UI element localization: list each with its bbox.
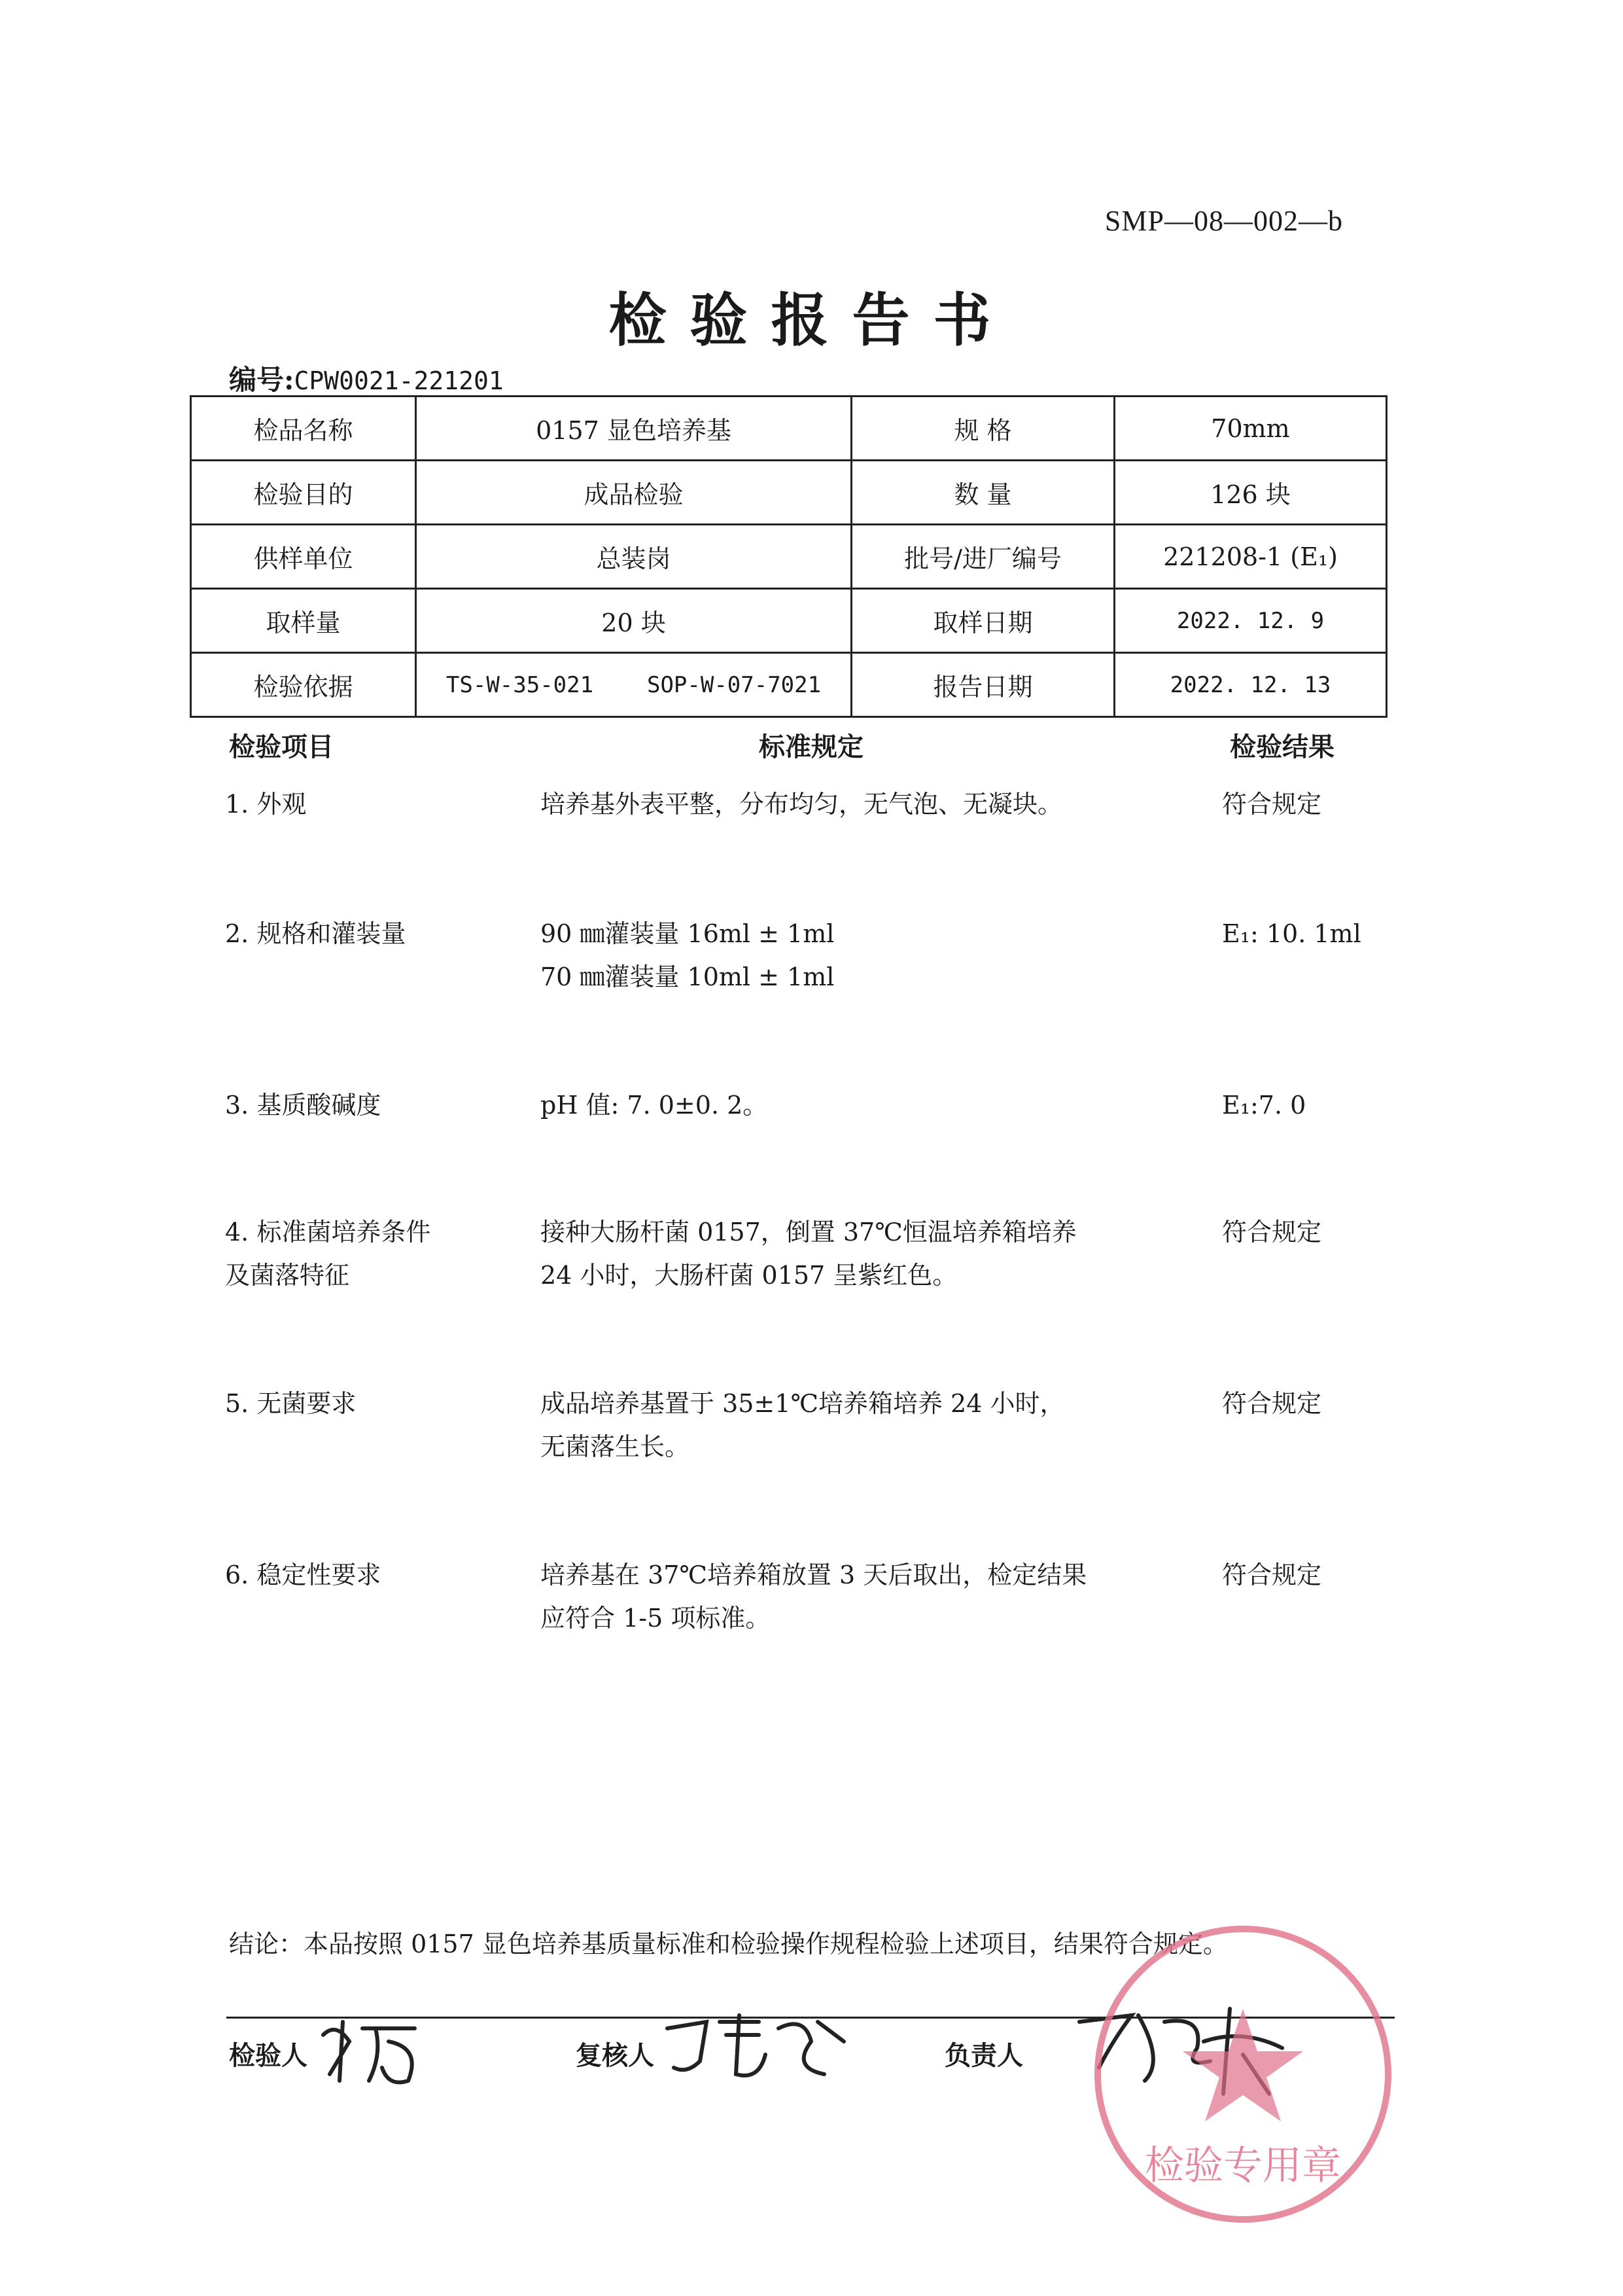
field-value: 2022. 12. 9 [1115, 589, 1387, 653]
table-row [191, 653, 1387, 717]
field-value: 成品检验 [416, 461, 852, 525]
item-name: 4. 标准菌培养条件 及菌落特征 [225, 1218, 431, 1290]
document-code: SMP—08—002—b [1104, 205, 1343, 237]
document-title: 检验报告书 [608, 286, 1015, 354]
table-row [191, 397, 1387, 461]
items-header-standard: 标准规定 [759, 732, 864, 762]
field-value: 221208-1 (E₁) [1115, 525, 1387, 589]
field-label: 取样日期 [852, 589, 1115, 653]
table-row [191, 461, 1387, 525]
official-seal [1086, 1917, 1400, 2231]
field-value: 20 块 [416, 589, 852, 653]
report-number-value: CPW0021-221201 [294, 366, 504, 395]
field-label: 批号/进厂编号 [852, 525, 1115, 589]
item-name: 2. 规格和灌装量 [225, 919, 406, 948]
item-standard: pH 值: 7. 0±0. 2。 [540, 1091, 768, 1120]
reviewer-label: 复核人 [576, 2040, 654, 2071]
field-value: TS-W-35-021 SOP-W-07-7021 [416, 653, 852, 717]
table-row [191, 525, 1387, 589]
field-label: 供样单位 [191, 525, 416, 589]
items-header-item: 检验项目 [229, 732, 334, 762]
field-label: 检验目的 [191, 461, 416, 525]
item-name: 6. 稳定性要求 [225, 1561, 381, 1589]
item-result: E₁:7. 0 [1222, 1091, 1306, 1120]
item-result: 符合规定 [1222, 1561, 1322, 1589]
item-name: 1. 外观 [225, 790, 307, 819]
field-label: 检品名称 [191, 397, 416, 461]
item-result: 符合规定 [1222, 1389, 1322, 1418]
info-table [190, 395, 1387, 718]
item-result: 符合规定 [1222, 790, 1322, 819]
field-label: 规 格 [852, 397, 1115, 461]
inspector-signature [310, 2002, 441, 2094]
item-standard: 培养基在 37℃培养箱放置 3 天后取出，检定结果 应符合 1-5 项标准。 [540, 1561, 1087, 1633]
item-standard: 培养基外表平整，分布均匀，无气泡、无凝块。 [540, 790, 1063, 819]
field-value: 126 块 [1115, 461, 1387, 525]
field-label: 报告日期 [852, 653, 1115, 717]
table-row [191, 589, 1387, 653]
report-number-label: 编号: [229, 364, 294, 396]
reviewer-signature [661, 2002, 857, 2094]
field-value: 0157 显色培养基 [416, 397, 852, 461]
seal-text: 检验专用章 [1145, 2143, 1341, 2189]
item-result: E₁: 10. 1ml [1222, 919, 1361, 948]
items-header-result: 检验结果 [1230, 732, 1335, 762]
field-label: 检验依据 [191, 653, 416, 717]
item-name: 3. 基质酸碱度 [225, 1091, 381, 1120]
conclusion: 结论：本品按照 0157 显色培养基质量标准和检验操作规程检验上述项目，结果符合规定。 [229, 1930, 1228, 1958]
item-standard: 90 ㎜灌装量 16ml ± 1ml 70 ㎜灌装量 10ml ± 1ml [540, 919, 835, 991]
field-value: 2022. 12. 13 [1115, 653, 1387, 717]
responsible-label: 负责人 [945, 2040, 1023, 2071]
field-value: 总装岗 [416, 525, 852, 589]
field-label: 数 量 [852, 461, 1115, 525]
item-name: 5. 无菌要求 [225, 1389, 357, 1418]
item-standard: 接种大肠杆菌 0157，倒置 37℃恒温培养箱培养 24 小时，大肠杆菌 0157 呈紫红色。 [540, 1218, 1077, 1290]
inspector-label: 检验人 [229, 2040, 307, 2071]
item-standard: 成品培养基置于 35±1℃培养箱培养 24 小时， 无菌落生长。 [540, 1389, 1065, 1461]
item-result: 符合规定 [1222, 1218, 1322, 1246]
field-label: 取样量 [191, 589, 416, 653]
field-value: 70mm [1115, 397, 1387, 461]
report-number [229, 359, 504, 398]
